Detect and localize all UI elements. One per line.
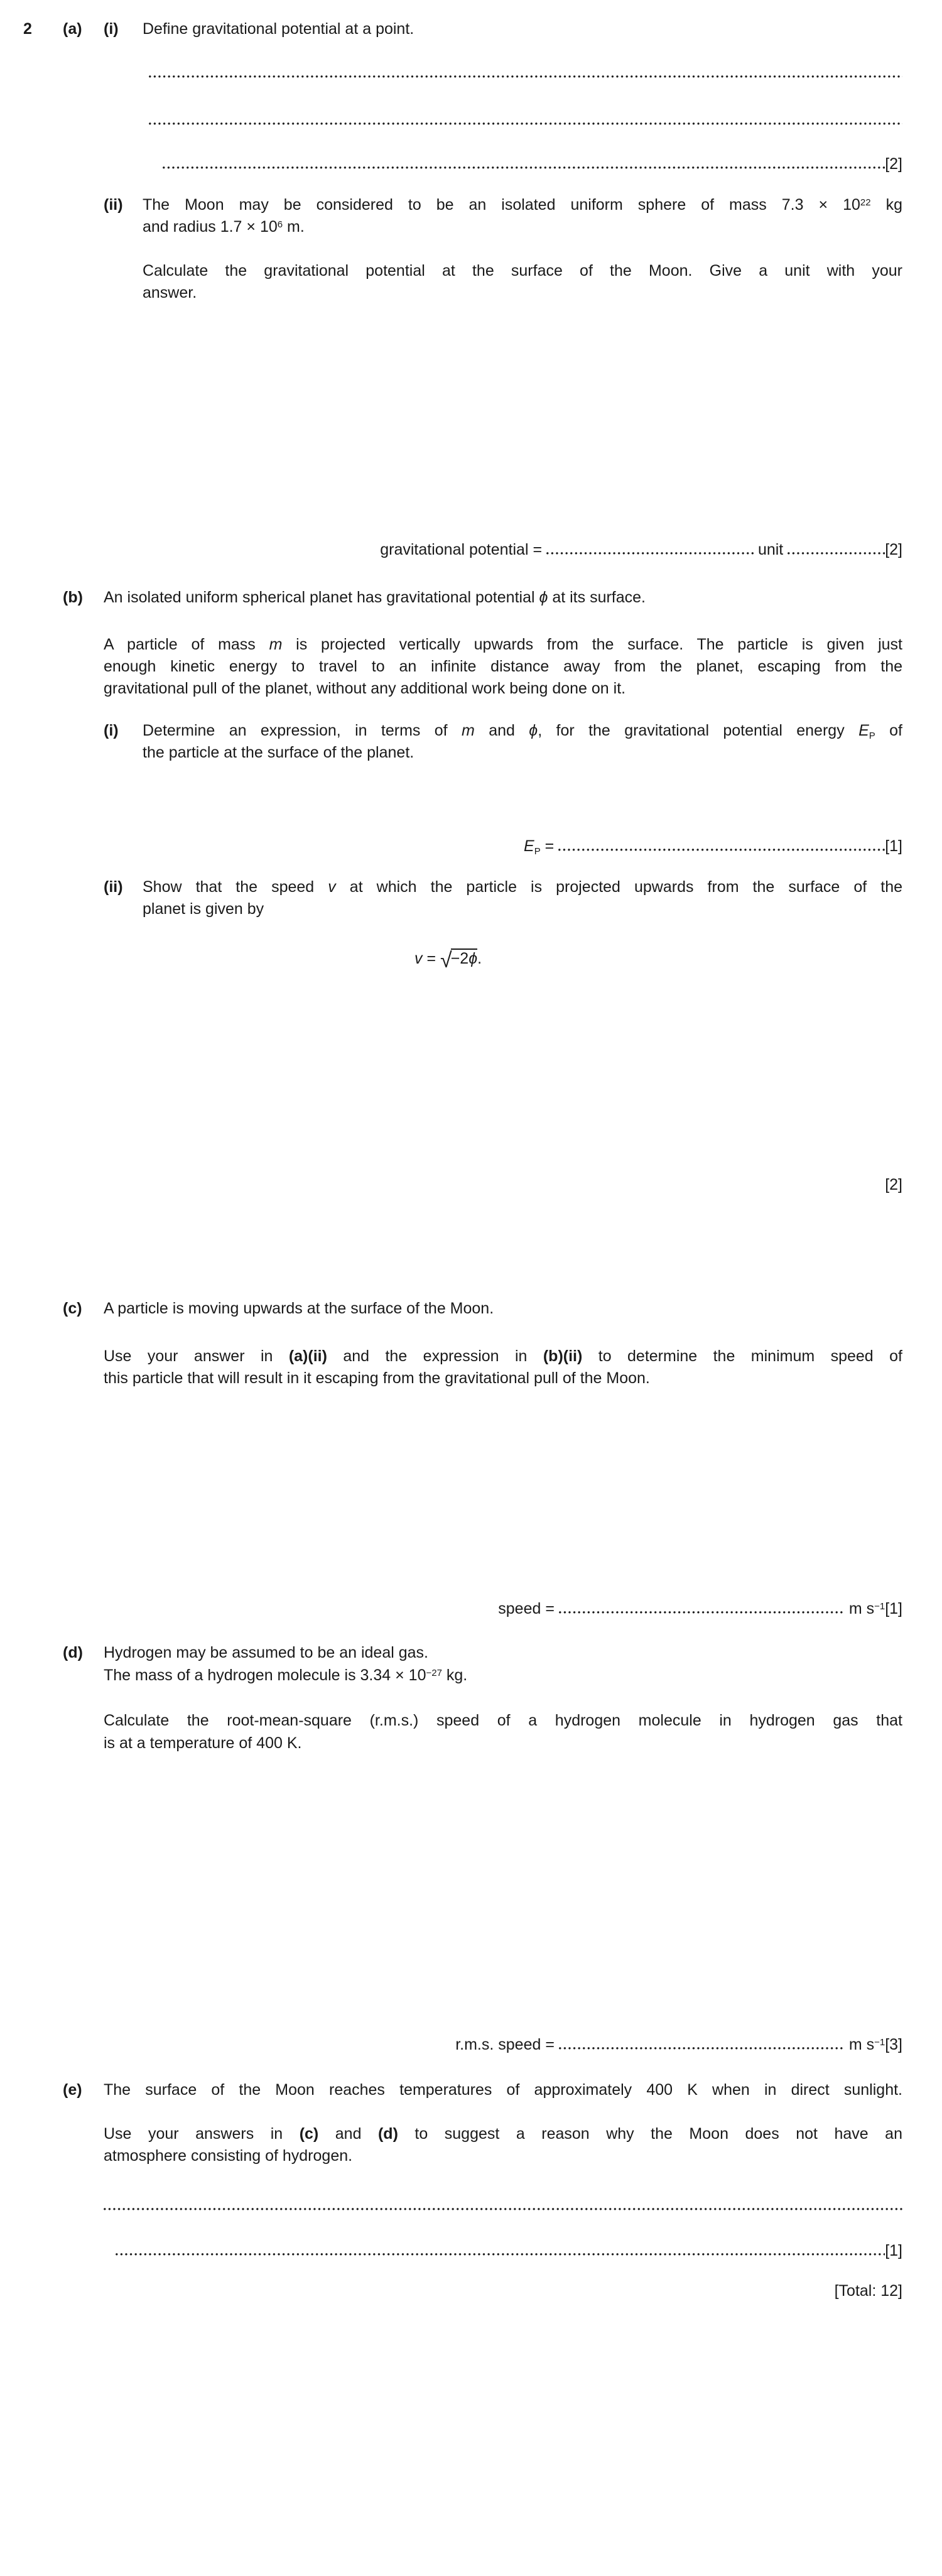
b-intro-text: An isolated uniform spherical planet has gravitational potential ϕ at its surface. <box>104 589 646 606</box>
dotted-answer-space <box>558 849 885 851</box>
part-e-label: (e) <box>63 2081 82 2099</box>
escape-speed-equation: v = √−2ϕ. <box>414 948 482 972</box>
b-paragraph-line-2: enough kinetic energy to travel to an infinite distance away from the planet, escaping from the <box>104 658 902 675</box>
a-ii-text-line-4: answer. <box>143 284 197 302</box>
gravitational-potential-answer-line: gravitational potential = unit [2] <box>380 541 902 558</box>
b-ii-marks: [2] <box>885 1176 902 1193</box>
d-prompt-line-2: is at a temperature of 400 K. <box>104 1734 302 1752</box>
dotted-answer-space <box>163 166 885 169</box>
a-i-label: (i) <box>104 20 119 38</box>
speed-answer-line: speed = m $s^{-1}[1]$ <box>498 1600 902 1617</box>
a-ii-text-line-1: The Moon may be considered to be an isolated uniform sphere of mass $7.3 \times 10^{22}$ kg <box>143 196 902 214</box>
c-prompt-line-1: Use your answer in (a)(ii) and the expression in (b)(ii) to determine the minimum speed of <box>104 1347 902 1365</box>
a-i-prompt: Define gravitational potential at a point. <box>143 20 414 38</box>
part-c-label: (c) <box>63 1300 82 1317</box>
a-ii-label: (ii) <box>104 196 123 214</box>
e-prompt-line-2: atmosphere consisting of hydrogen. <box>104 2147 353 2165</box>
total-marks: [Total: 12] <box>834 2282 902 2300</box>
a-i-answer-line-1 <box>149 62 902 84</box>
c-intro-text: A particle is moving upwards at the surface of the Moon. <box>104 1300 494 1317</box>
part-d-label: (d) <box>63 1644 83 1661</box>
rms-speed-answer-line: r.m.s. speed = m $s^{-1}[3]$ <box>455 2036 902 2053</box>
b-ii-prompt-line-1: Show that the speed v at which the particle is projected upwards from the surface of the <box>143 878 902 896</box>
e-prompt-line-1: Use your answers in (c) and (d) to suggest a reason why the Moon does not have an <box>104 2125 902 2143</box>
dotted-answer-space <box>559 2047 845 2050</box>
question-number: 2 <box>23 20 32 38</box>
e-answer-line-2: [1] <box>116 2240 902 2262</box>
a-i-answer-line-2 <box>149 109 902 131</box>
ep-answer-line: $E_P = [1]$ <box>524 837 902 857</box>
b-paragraph-line-1: A particle of mass m is projected vertically upwards from the surface. The particle is given just <box>104 636 902 653</box>
b-i-prompt-line-2: the particle at the surface of the planet. <box>143 744 414 761</box>
d-intro-line-2: The mass of a hydrogen molecule is $3.34 \times 10^{-27}$ kg. <box>104 1666 468 1684</box>
a-i-answer-line-3: [2] <box>163 153 902 175</box>
part-b-label: (b) <box>63 589 83 606</box>
b-ii-label: (ii) <box>104 878 123 896</box>
d-prompt-line-1: Calculate the root-mean-square (r.m.s.) speed of a hydrogen molecule in hydrogen gas that <box>104 1712 902 1729</box>
b-i-label: (i) <box>104 722 119 739</box>
c-prompt-line-2: this particle that will result in it escaping from the gravitational pull of the Moon. <box>104 1369 650 1387</box>
e-intro-text: The surface of the Moon reaches temperatures of approximately 400 K when in direct sunlight. <box>104 2081 902 2099</box>
b-i-prompt-line-1: Determine an expression, in terms of m and ϕ, for the gravitational potential energy $E_P$ of <box>143 722 903 741</box>
dotted-answer-space <box>116 2253 885 2256</box>
b-paragraph-line-3: gravitational pull of the planet, without any additional work being done on it. <box>104 680 626 697</box>
dotted-answer-space <box>546 552 754 555</box>
dotted-answer-space <box>149 75 902 78</box>
a-ii-text-line-3: Calculate the gravitational potential at the surface of the Moon. Give a unit with your <box>143 262 902 280</box>
dotted-answer-space <box>149 122 902 125</box>
d-intro-line-1: Hydrogen may be assumed to be an ideal gas. <box>104 1644 428 1661</box>
a-ii-text-line-2: and radius $1.7 \times 10^6$ m. <box>143 218 305 236</box>
radical-sign: √ <box>440 948 452 972</box>
b-ii-prompt-line-2: planet is given by <box>143 900 264 918</box>
e-answer-line-1 <box>104 2195 902 2217</box>
dotted-answer-space <box>104 2208 902 2210</box>
dotted-answer-space <box>559 1611 845 1614</box>
dotted-answer-space <box>788 552 885 555</box>
part-a-label: (a) <box>63 20 82 38</box>
